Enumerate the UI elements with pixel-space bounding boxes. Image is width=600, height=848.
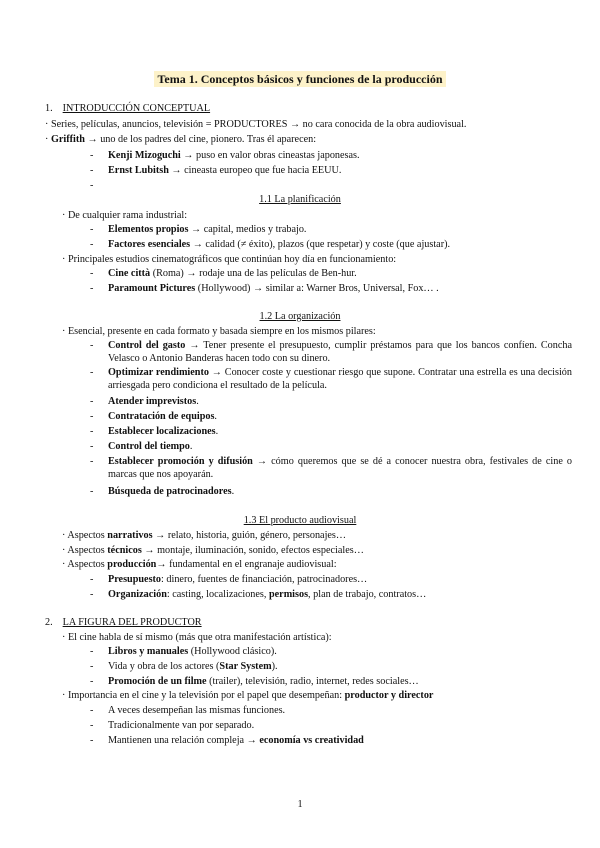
list-item: - Establecer localizaciones. [90,426,219,437]
paragraph: · Aspectos técnicos → montaje, iluminación, sonido, efectos especiales… [62,545,364,556]
list-item: - Contratación de equipos. [90,411,217,422]
list-item: - [90,456,94,467]
list-item: - Factores esenciales → calidad (≠ éxito), plazos (que respetar) y coste (que ajustar). [90,239,451,250]
list-item: - Búsqueda de patrocinadores. [90,486,235,497]
list-item: - Libros y manuales (Hollywood clásico). [90,646,277,657]
list-item: - Ernst Lubitsh → cineasta europeo que fue hacia EEUU. [90,165,342,176]
paragraph: · Griffith → uno de los padres del cine, pionero. Tras él aparecen: [45,134,317,145]
list-item: - Tradicionalmente van por separado. [90,720,255,731]
list-item-text: Optimizar rendimiento → Conocer coste y cuestionar riesgo que supone. Contratar una estrella es una decisión arriesgada pero condiciona el resultado de la película. [108,367,572,391]
subsection-heading: 1.1 La planificación [259,194,341,205]
document-title: Tema 1. Conceptos básicos y funciones de la producción [0,72,600,88]
list-item-text: Establecer promoción y difusión → cómo queremos que se dé a conocer nuestra obra, festivales de cine o marcas que nos apoyarán. [108,456,572,480]
list-item: - Elementos propios → capital, medios y trabajo. [90,224,307,235]
page-number: 1 [297,799,303,810]
list-item: - Cine città (Roma) → rodaje una de las películas de Ben-hur. [90,268,357,279]
list-item: - Vida y obra de los actores (Star System). [90,661,278,672]
list-item: - Control del tiempo. [90,441,193,452]
list-item: - [90,180,94,191]
list-item: - Promoción de un filme (trailer), televisión, radio, internet, redes sociales… [90,676,419,687]
paragraph: · El cine habla de sí mismo (más que otra manifestación artística): [62,632,332,643]
section-1-heading: 1. INTRODUCCIÓN CONCEPTUAL [45,103,211,114]
paragraph: · Principales estudios cinematográficos que continúan hoy día en funcionamiento: [62,254,397,265]
paragraph: · Series, películas, anuncios, televisión = PRODUCTORES → no cara conocida de la obra audiovisual. [45,119,467,130]
paragraph: · Aspectos producción→ fundamental en el engranaje audiovisual: [62,559,337,570]
paragraph: · De cualquier rama industrial: [62,210,188,221]
list-item: - [90,340,94,351]
subsection-heading: 1.2 La organización [259,311,341,322]
list-item-text: Control del gasto → Tener presente el presupuesto, cumplir préstamos para que los bancos confíen. Concha Velasco o Antonio Banderas hacen todo con su dinero. [108,340,573,364]
list-item: - [90,367,94,378]
list-item: - Presupuesto: dinero, fuentes de financiación, patrocinadores… [90,574,368,585]
section-2-heading: 2. LA FIGURA DEL PRODUCTOR [45,617,202,628]
list-item: - Organización: casting, localizaciones, permisos, plan de trabajo, contratos… [90,589,427,600]
list-item: - Kenji Mizoguchi → puso en valor obras cineastas japonesas. [90,150,360,161]
list-item: - Mantienen una relación compleja → economía vs creatividad [90,735,364,746]
paragraph: · Aspectos narrativos → relato, historia, guión, género, personajes… [62,530,347,541]
list-item: - Atender imprevistos. [90,396,199,407]
list-item: - A veces desempeñan las mismas funciones. [90,705,286,716]
subsection-heading: 1.3 El producto audiovisual [243,515,357,526]
list-item: - Paramount Pictures (Hollywood) → similar a: Warner Bros, Universal, Fox… . [90,283,439,294]
paragraph: · Esencial, presente en cada formato y basada siempre en los mismos pilares: [62,326,376,337]
paragraph: · Importancia en el cine y la televisión por el papel que desempeñan: productor y director [62,690,434,701]
